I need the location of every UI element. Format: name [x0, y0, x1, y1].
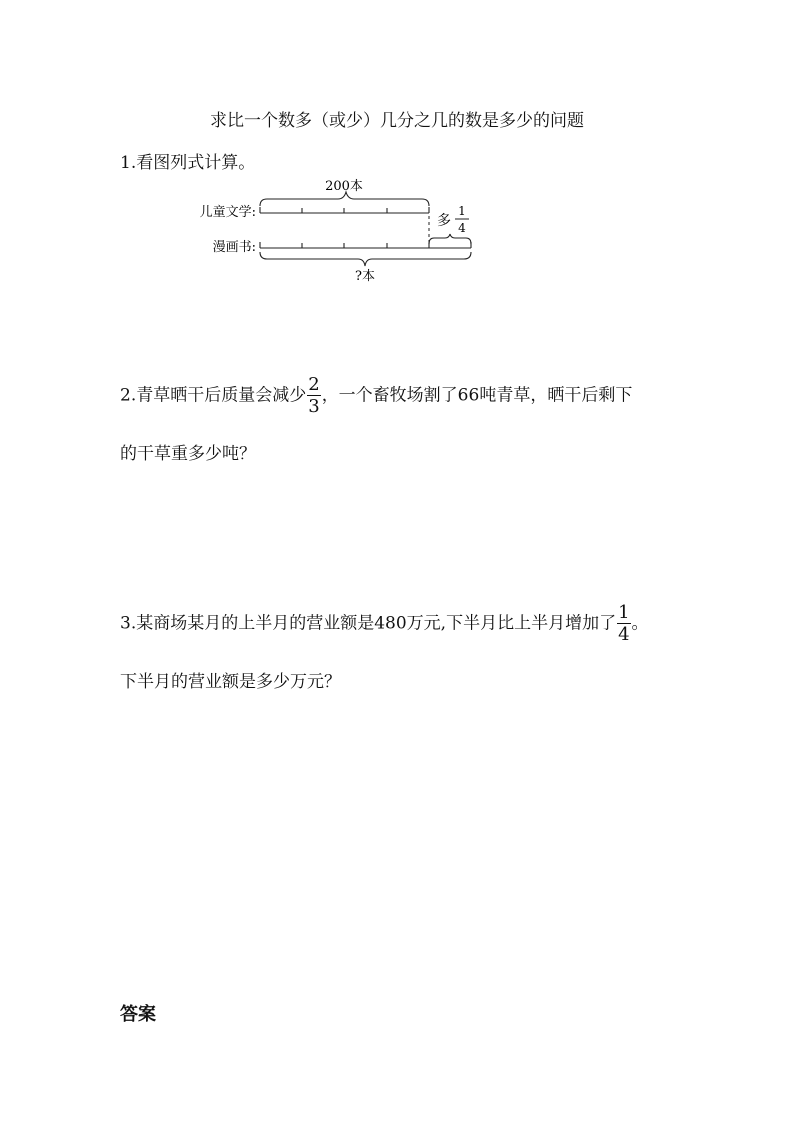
- bottom-label: ?本: [355, 269, 375, 284]
- page-title: 求比一个数多（或少）几分之几的数是多少的问题: [210, 111, 584, 131]
- top-label: 200本: [325, 179, 363, 194]
- fraction-two-thirds: [307, 376, 320, 416]
- fraction-denominator: 3: [308, 396, 320, 417]
- bottom-brace: [260, 252, 471, 266]
- fraction-numerator: 1: [618, 602, 630, 623]
- fraction-denominator: 4: [458, 221, 466, 235]
- question-3-line2: 下半月的营业额是多少万元？: [120, 672, 341, 692]
- fraction-numerator: 1: [458, 204, 466, 218]
- question-2-part2: ，一个畜牧场割了66吨青草，晒干后剩下: [321, 385, 633, 406]
- question-3-part1: 3.某商场某月的上半月的营业额是480万元,下半月比上半月增加了: [120, 613, 617, 634]
- row2-ticks: [260, 242, 471, 248]
- fraction-one-quarter: [617, 604, 630, 644]
- row1-ticks: [260, 207, 429, 213]
- question-1-diagram: [190, 172, 490, 287]
- question-3-line1: [120, 604, 649, 644]
- question-2-part1: 2.青草晒干后质量会减少: [120, 385, 307, 406]
- row2-label: 漫画书:: [212, 240, 256, 255]
- row1-label: 儿童文学:: [199, 205, 256, 220]
- answer-heading: 答案: [120, 1004, 156, 1025]
- extension-brace: [429, 234, 471, 244]
- top-brace: [260, 192, 429, 206]
- fraction-denominator: 4: [618, 624, 630, 645]
- fraction-numerator: 2: [308, 374, 320, 395]
- question-2-line2: 的干草重多少吨？: [120, 444, 256, 464]
- question-3-part2: 。: [631, 613, 649, 634]
- question-2-line1: [120, 376, 632, 416]
- question-1-text: 1.看图列式计算。: [120, 153, 256, 173]
- more-label: 多: [437, 213, 451, 229]
